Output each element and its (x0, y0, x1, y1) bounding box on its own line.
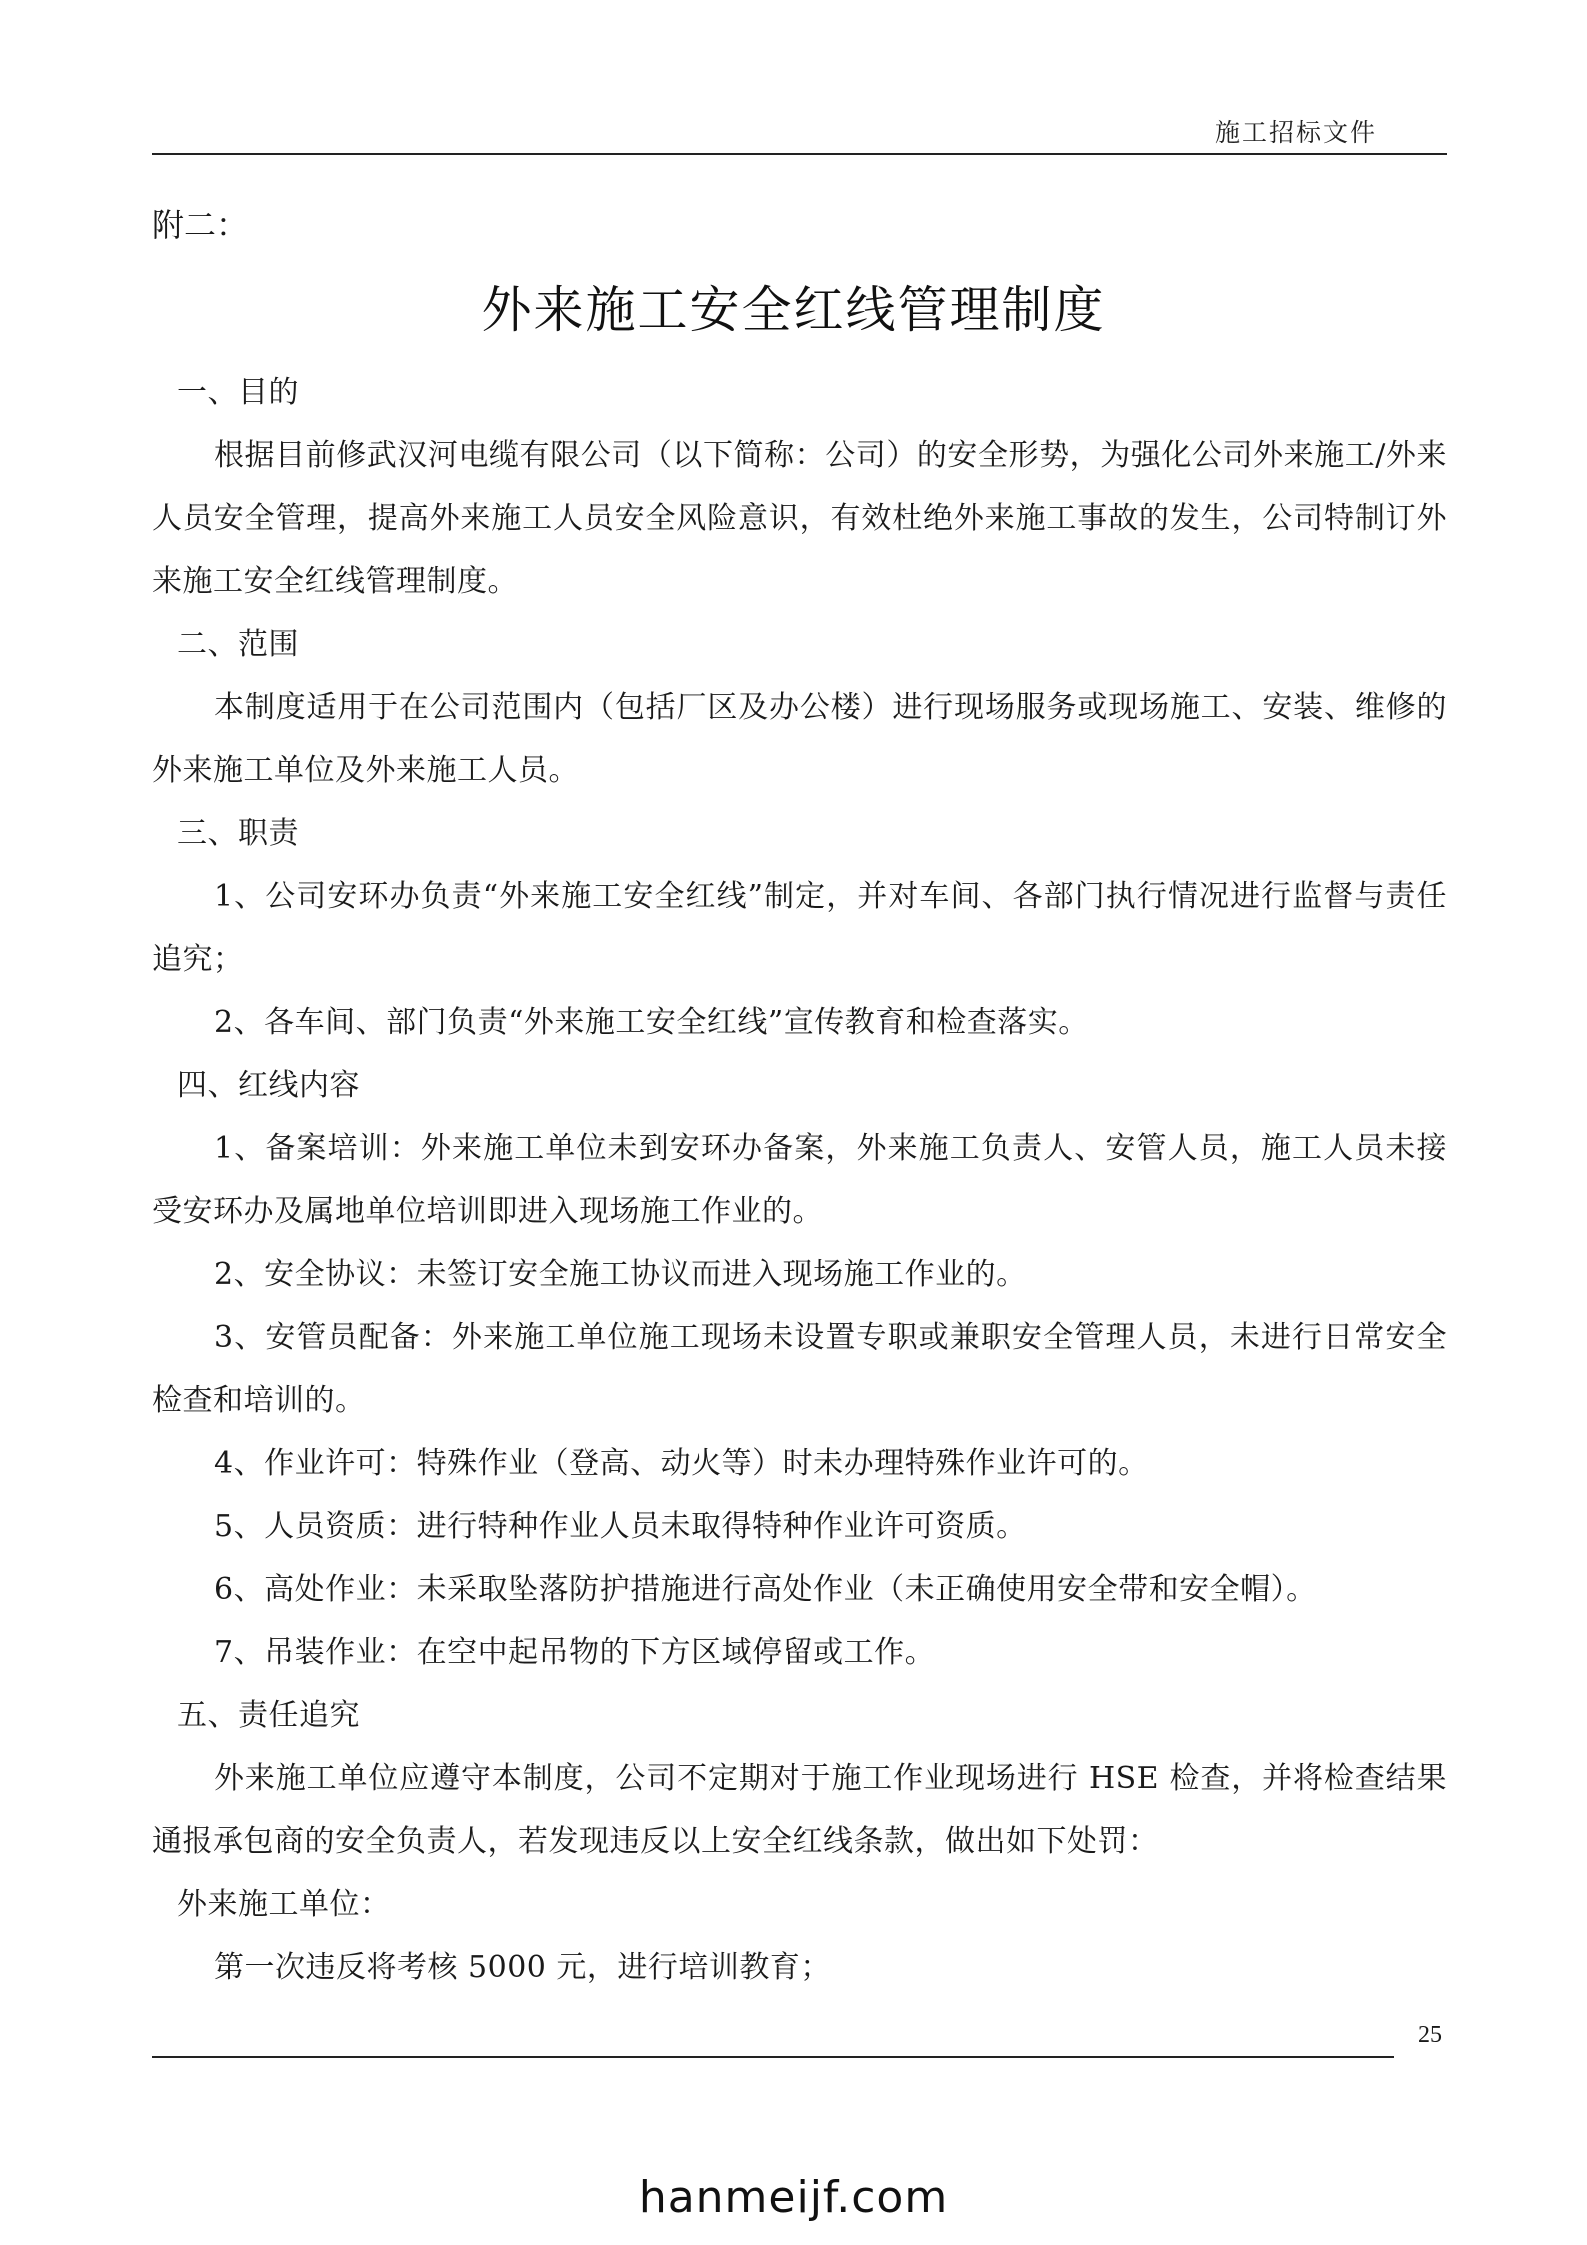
body-paragraph: 3、安管员配备：外来施工单位施工现场未设置专职或兼职安全管理人员，未进行日常安全检查和培训的。 (152, 1320, 1447, 1418)
body-paragraph: 1、备案培训：外来施工单位未到安环办备案，外来施工负责人、安管人员，施工人员未接受安环办及属地单位培训即进入现场施工作业的。 (152, 1131, 1447, 1229)
body-paragraph: 7、吊装作业：在空中起吊物的下方区域停留或工作。 (214, 1635, 936, 1670)
page-number: 25 (1418, 2022, 1442, 2048)
document-title: 外来施工安全红线管理制度 (481, 281, 1106, 339)
section-heading: 二、范围 (177, 627, 299, 662)
body-paragraph: 第一次违反将考核 5000 元，进行培训教育； (214, 1950, 831, 1985)
site-watermark: hanmeijf.com (638, 2172, 949, 2223)
section-heading: 三、职责 (177, 816, 299, 851)
header-divider (152, 153, 1447, 155)
section-heading: 五、责任追究 (177, 1698, 360, 1733)
body-paragraph: 5、人员资质：进行特种作业人员未取得特种作业许可资质。 (214, 1509, 1027, 1544)
attachment-label: 附二： (152, 206, 249, 244)
page-header-title: 施工招标文件 (1214, 118, 1377, 147)
body-paragraph: 4、作业许可：特殊作业（登高、动火等）时未办理特殊作业许可的。 (214, 1446, 1149, 1481)
body-paragraph: 外来施工单位应遵守本制度，公司不定期对于施工作业现场进行 HSE 检查，并将检查结果通报承包商的安全负责人，若发现违反以上安全红线条款，做出如下处罚： (152, 1761, 1447, 1859)
sub-heading: 外来施工单位： (177, 1887, 391, 1922)
document-body (152, 361, 1447, 1999)
body-paragraph: 2、各车间、部门负责“外来施工安全红线”宣传教育和检查落实。 (214, 1005, 1089, 1040)
body-paragraph: 本制度适用于在公司范围内（包括厂区及办公楼）进行现场服务或现场施工、安装、维修的外来施工单位及外来施工人员。 (152, 690, 1447, 788)
body-paragraph: 1、公司安环办负责“外来施工安全红线”制定，并对车间、各部门执行情况进行监督与责任追究； (152, 879, 1447, 977)
section-heading: 四、红线内容 (177, 1068, 360, 1103)
body-paragraph: 根据目前修武汉河电缆有限公司（以下简称：公司）的安全形势，为强化公司外来施工/外来人员安全管理，提高外来施工人员安全风险意识，有效杜绝外来施工事故的发生，公司特制订外来施工安全红线管理制度。 (152, 438, 1447, 599)
footer-divider (152, 2056, 1394, 2058)
body-paragraph: 6、高处作业：未采取坠落防护措施进行高处作业（未正确使用安全带和安全帽）。 (214, 1572, 1317, 1607)
section-heading: 一、目的 (177, 375, 299, 410)
body-paragraph: 2、安全协议：未签订安全施工协议而进入现场施工作业的。 (214, 1257, 1027, 1292)
